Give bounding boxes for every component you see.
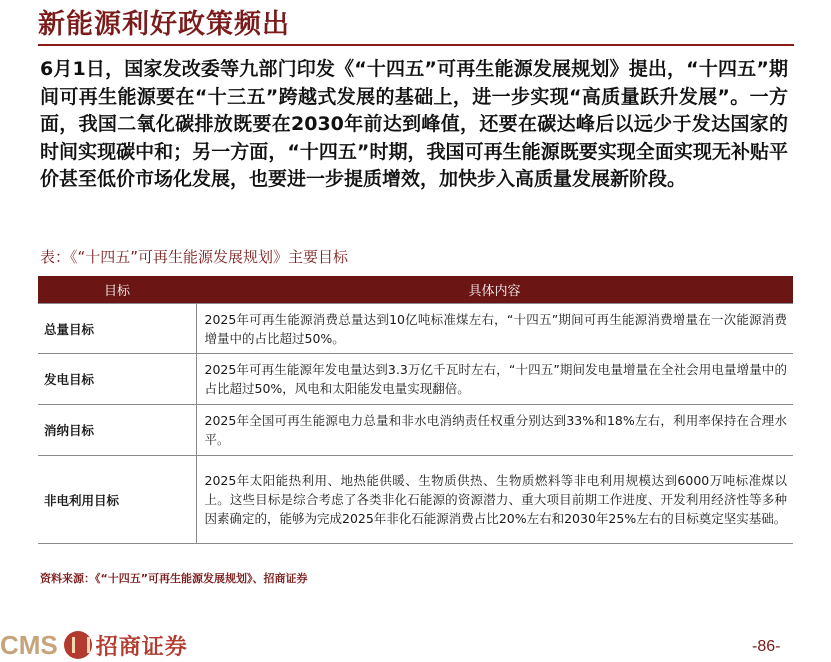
logo-chinese: 招商证券 (95, 634, 188, 660)
row-key: 总量目标 (38, 304, 196, 354)
row-value: 2025年可再生能源年发电量达到3.3万亿千瓦时左右，“十四五”期间发电量增量在全社会用电量增量中的占比超过50%，风电和太阳能发电量实现翻倍。 (196, 354, 793, 405)
table-row (38, 304, 793, 354)
logo-latin: CMS (0, 629, 58, 660)
page-number: -86- (752, 638, 781, 655)
company-logo (0, 628, 188, 662)
source-note: 资料来源：《“十四五”可再生能源发展规划》、招商证券 (40, 572, 308, 585)
intro-paragraph: 6月1日，国家发改委等九部门印发《“十四五”可再生能源发展规划》提出，“十四五”期间可再生能源要在“十三五”跨越式发展的基础上，进一步实现“高质量跃升发展”。一方面，我国二氧化碳排放既要在2030年前达到峰值，还要在碳达峰后以远少于发达国家的时间实现碳中和；另一方面，“十四五”时期，我国可再生能源既要实现全面实现无补贴平价甚至低价市场化发展，也要进一步提质增效，加快步入高质量发展新阶段。 (40, 58, 788, 190)
table-row (38, 405, 793, 456)
row-value: 2025年太阳能热利用、地热能供暖、生物质供热、生物质燃料等非电利用规模达到6000万吨标准煤以上。这些目标是综合考虑了各类非化石能源的资源潜力、重大项目前期工作进度、开发利用经济性等多种因素确定的，能够为完成2025年非化石能源消费占比20%左右和2030年25%左右的目标奠定坚实基础。 (196, 456, 793, 544)
row-key: 消纳目标 (38, 405, 196, 456)
logo-emblem-icon (64, 631, 92, 659)
table-header-row (38, 276, 793, 304)
row-value: 2025年可再生能源消费总量达到10亿吨标准煤左右，“十四五”期间可再生能源消费增量在一次能源消费增量中的占比超过50%。 (196, 304, 793, 354)
header-content: 具体内容 (196, 276, 793, 304)
title-rule (38, 44, 794, 46)
row-key: 非电利用目标 (38, 456, 196, 544)
page-title: 新能源利好政策频出 (38, 9, 290, 40)
goals-table (38, 276, 793, 544)
table-row (38, 354, 793, 405)
header-goal: 目标 (38, 276, 196, 304)
row-key: 发电目标 (38, 354, 196, 405)
table-caption: 表：《“十四五”可再生能源发展规划》主要目标 (40, 248, 349, 266)
row-value: 2025年全国可再生能源电力总量和非水电消纳责任权重分别达到33%和18%左右，利用率保持在合理水平。 (196, 405, 793, 456)
table-row (38, 456, 793, 544)
